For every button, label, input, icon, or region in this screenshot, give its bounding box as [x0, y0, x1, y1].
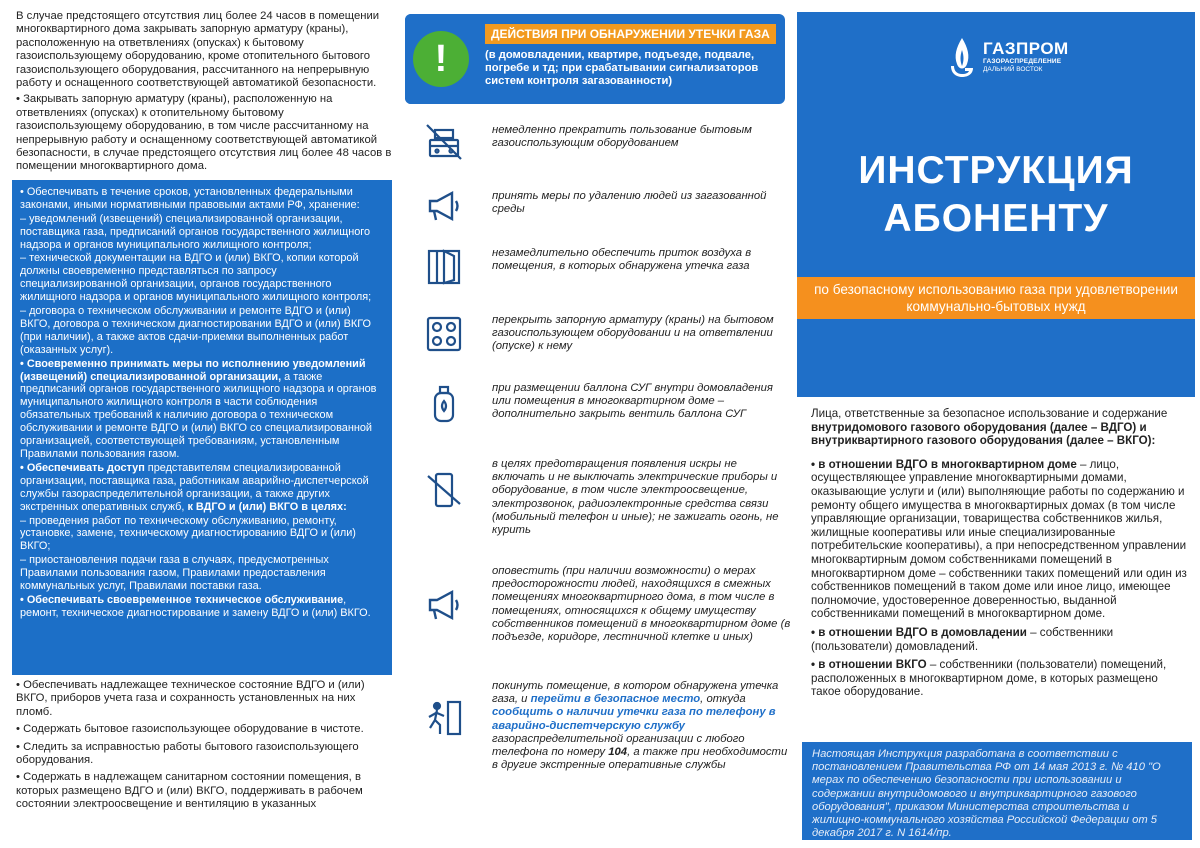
action-text: незамедлительно обеспечить приток воздуха в помещения, в которых обнаружена утечка газа — [492, 247, 752, 273]
cover-subtitle: по безопасному использованию газа при удовлетворении коммунально-бытовых нужд — [797, 277, 1195, 319]
outro-item: • Следить за исправностью работы бытового газоиспользующего оборудования. — [16, 740, 359, 766]
no-phone-icon — [422, 468, 466, 512]
window-icon — [422, 245, 466, 289]
obligation-item: – проведения работ по техническому обслуживанию, ремонту, установке, замене, техническому диагностированию ВДГО и (или) ВКГО; — [20, 514, 356, 553]
cover-panel — [797, 12, 1195, 397]
gas-cylinder-icon — [422, 382, 466, 426]
obligation-item: – технической документации на ВДГО и (или) ВКГО, копии которой должны своевременно представляться по запросу специализированной организации, органов государственного жилищного надзора и органов муниципального жилищного контроля; — [20, 252, 372, 304]
action-item — [422, 382, 792, 426]
obligation-item: • Обеспечивать в течение сроков, установленных федеральными законами, иными нормативными правовыми актами РФ, хранение: — [20, 185, 360, 211]
logo-subtitle: ГАЗОРАСПРЕДЕЛЕНИЕ — [983, 58, 1062, 65]
outro-item: • Содержать в надлежащем санитарном состоянии помещения, в которых размещено ВДГО и (или) ВКГО, поддерживать в рабочем состоянии электроосвещение и вентиляцию в указанных — [16, 771, 363, 811]
outro-text — [12, 679, 392, 812]
action-item — [422, 458, 792, 537]
action-text: оповестить (при наличии возможности) о мерах предосторожности людей, находящихся в смежных помещениях многоквартирного дома, в том числе в помещениях, относящихся к общему имуществу собственников помещений в многоквартирном доме (в подъезде, коридоре, лестничной клетке и иных) — [492, 565, 791, 644]
no-stove-icon — [422, 120, 466, 164]
section-title: ДЕЙСТВИЯ ПРИ ОБНАРУЖЕНИИ УТЕЧКИ ГАЗА — [485, 24, 776, 44]
action-text: покинуть помещение, в котором обнаружена утечка газа, и перейти в безопасное место, откуда сообщить о наличии утечки газа по телефону в аварийно-диспетчерскую службу газораспределительной организации с любого телефона по номеру 104, а также при необходимости в другие экстренные оперативные службы — [492, 680, 788, 772]
obligation-item: • Обеспечивать своевременное техническое обслуживание, ремонт, техническое диагностирование и замену ВДГО и (или) ВКГО. — [20, 593, 371, 619]
responsible-persons — [811, 407, 1189, 704]
stove-icon — [422, 312, 466, 356]
legal-footnote: Настоящая Инструкция разработана в соответствии с постановлением Правительства РФ от 14 мая 2013 г. № 410 "О мерах по обеспечению безопасности при использовании и содержании внутридомового и внутриквартирного газового оборудования", приказом Министерства строительства и жилищно-коммунального хозяйства Российской Федерации от 5 декабря 2017 г. N 1614/пр. — [802, 742, 1192, 840]
action-text: при размещении баллона СУГ внутри домовладения или помещения в многоквартирном доме – дополнительно закрыть вентиль баллона СУГ — [492, 382, 773, 421]
intro-paragraph: • Закрывать запорную арматуру (краны), расположенную на ответвлениях (опусках) к отопительному бытовому газоиспользующему оборудованию, в том числе рассчитанному на непрерывную работу и оснащенному соответствующей автоматикой безопасности, в случае предстоящего отсутствия лиц более 48 часов в помещении многоквартирного дома. — [16, 93, 392, 173]
obligation-item: – приостановления подачи газа в случаях, предусмотренных Правилами пользования газом, Правилами предоставления коммунальных услуг, Правилами поставки газа. — [20, 554, 329, 593]
logo-name: ГАЗПРОМ — [983, 39, 1069, 58]
middle-column — [405, 14, 785, 104]
action-item — [422, 245, 792, 289]
megaphone-icon — [422, 184, 466, 228]
megaphone-icon — [422, 583, 466, 627]
cover-column — [797, 12, 1195, 848]
section-subtitle: (в домовладении, квартире, подъезде, подвале, погребе и тд; при срабатывании сигнализаторов систем контроля загазованности) — [485, 49, 759, 87]
left-column — [12, 10, 392, 816]
action-item — [422, 680, 792, 772]
exit-icon — [422, 696, 466, 740]
action-item — [422, 312, 792, 356]
action-text: немедленно прекратить пользование бытовым газоиспользующим оборудованием — [492, 124, 752, 150]
obligations-block — [12, 180, 392, 675]
gas-leak-header — [405, 14, 785, 104]
outro-item: • Содержать бытовое газоиспользующее оборудование в чистоте. — [16, 723, 364, 736]
cover-title: ИНСТРУКЦИЯ АБОНЕНТУ — [858, 149, 1134, 240]
obligation-item: • Обеспечивать доступ представителям специализированной организации, поставщика газа, работникам аварийно-диспетчерской службы газораспределительной организации, а также других экстренных оперативных служб, к ВДГО и (или) ВКГО в целях: — [20, 461, 369, 513]
obligation-item: – договора о техническом обслуживании и ремонте ВДГО и (или) ВКГО, договора о техническом диагностировании ВДГО и (или) ВКГО (при наличии), а также актов сдачи-приемки выполненных работ (оказанных услуг). — [20, 305, 371, 356]
intro-paragraph: В случае предстоящего отсутствия лиц более 24 часов в помещении многоквартирного дома закрывать запорную арматуру (краны), расположенную на ответвлениях (опусках) к бытовому газоиспользующему оборудованию, кроме отопительного бытового газоиспользующего оборудования, рассчитанного на непрерывную работу и оснащенного соответствующей автоматикой безопасности. — [16, 10, 380, 90]
obligation-item: – уведомлений (извещений) специализированной организации, поставщика газа, предписаний органов государственного жилищного надзора и органов муниципального жилищного контроля; — [20, 212, 371, 251]
action-item — [422, 120, 792, 164]
gazprom-logo — [945, 36, 1069, 78]
responsible-item: • в отношении ВДГО в домовладении – собственники (пользователи) домовладений. — [811, 625, 1114, 653]
logo-region: ДАЛЬНИЙ ВОСТОК — [983, 66, 1043, 73]
action-text: в целях предотвращения появления искры не включать и не выключать электрические приборы и оборудование, в том числе электроосвещение, электрозвонок, радиоэлектронные средства связи (мобильный телефон и иные); не зажигать огонь, не курить — [492, 458, 779, 537]
intro-text — [12, 10, 392, 174]
responsible-item: • в отношении ВКГО – собственники (пользователи) помещений, расположенных в многоквартирном доме, в которых размещено такое оборудование. — [811, 658, 1167, 699]
responsible-item: • в отношении ВДГО в многоквартирном доме – лицо, осуществляющее управление многоквартирными домами, оказывающие услуги и (или) выполняющие работы по содержанию и ремонту общего имущества в многоквартирных домах (в том числе управляющие организации, товарищества собственников жилья, жилищные кооперативы или иные специализированные потребительские кооперативы), а при непосредственном управлении многоквартирным домом собственниками помещений в многоквартирном доме – собственники таких помещений или один из собственников помещений в таком доме или иное лицо, имеющее полномочие, удостоверенное доверенностью, выданной собственниками помещений в многоквартирном доме. — [811, 457, 1187, 621]
action-item — [422, 184, 792, 228]
warning-icon — [405, 14, 477, 104]
exclamation-icon: ! — [413, 31, 469, 87]
flame-logo-icon — [945, 36, 979, 78]
responsible-lead: Лица, ответственные за безопасное использование и содержание внутридомового газового оборудования (далее – ВДГО) и внутриквартирного газового оборудования (далее – ВКГО): — [811, 407, 1168, 448]
obligation-item: • Своевременно принимать меры по исполнению уведомлений (извещений) специализированной организации, а также предписаний органов государственного жилищного надзора и органов муниципального жилищного контроля в части соблюдения обязательных требований к наличию договора о техническом обслуживании и ремонте ВДГО и (или) ВКГО со специализированной организацией, соответствующей требованиям, установленным Правилами пользования газом. — [20, 357, 377, 460]
action-text: принять меры по удалению людей из загазованной среды — [492, 190, 767, 216]
action-text: перекрыть запорную арматуру (краны) на бытовом газоиспользующем оборудовании и на ответвлении (опуске) к нему — [492, 314, 774, 353]
action-item — [422, 565, 792, 644]
outro-item: • Обеспечивать надлежащее техническое состояние ВДГО и (или) ВКГО, приборов учета газа и сохранность установленных на них пломб. — [16, 678, 365, 718]
